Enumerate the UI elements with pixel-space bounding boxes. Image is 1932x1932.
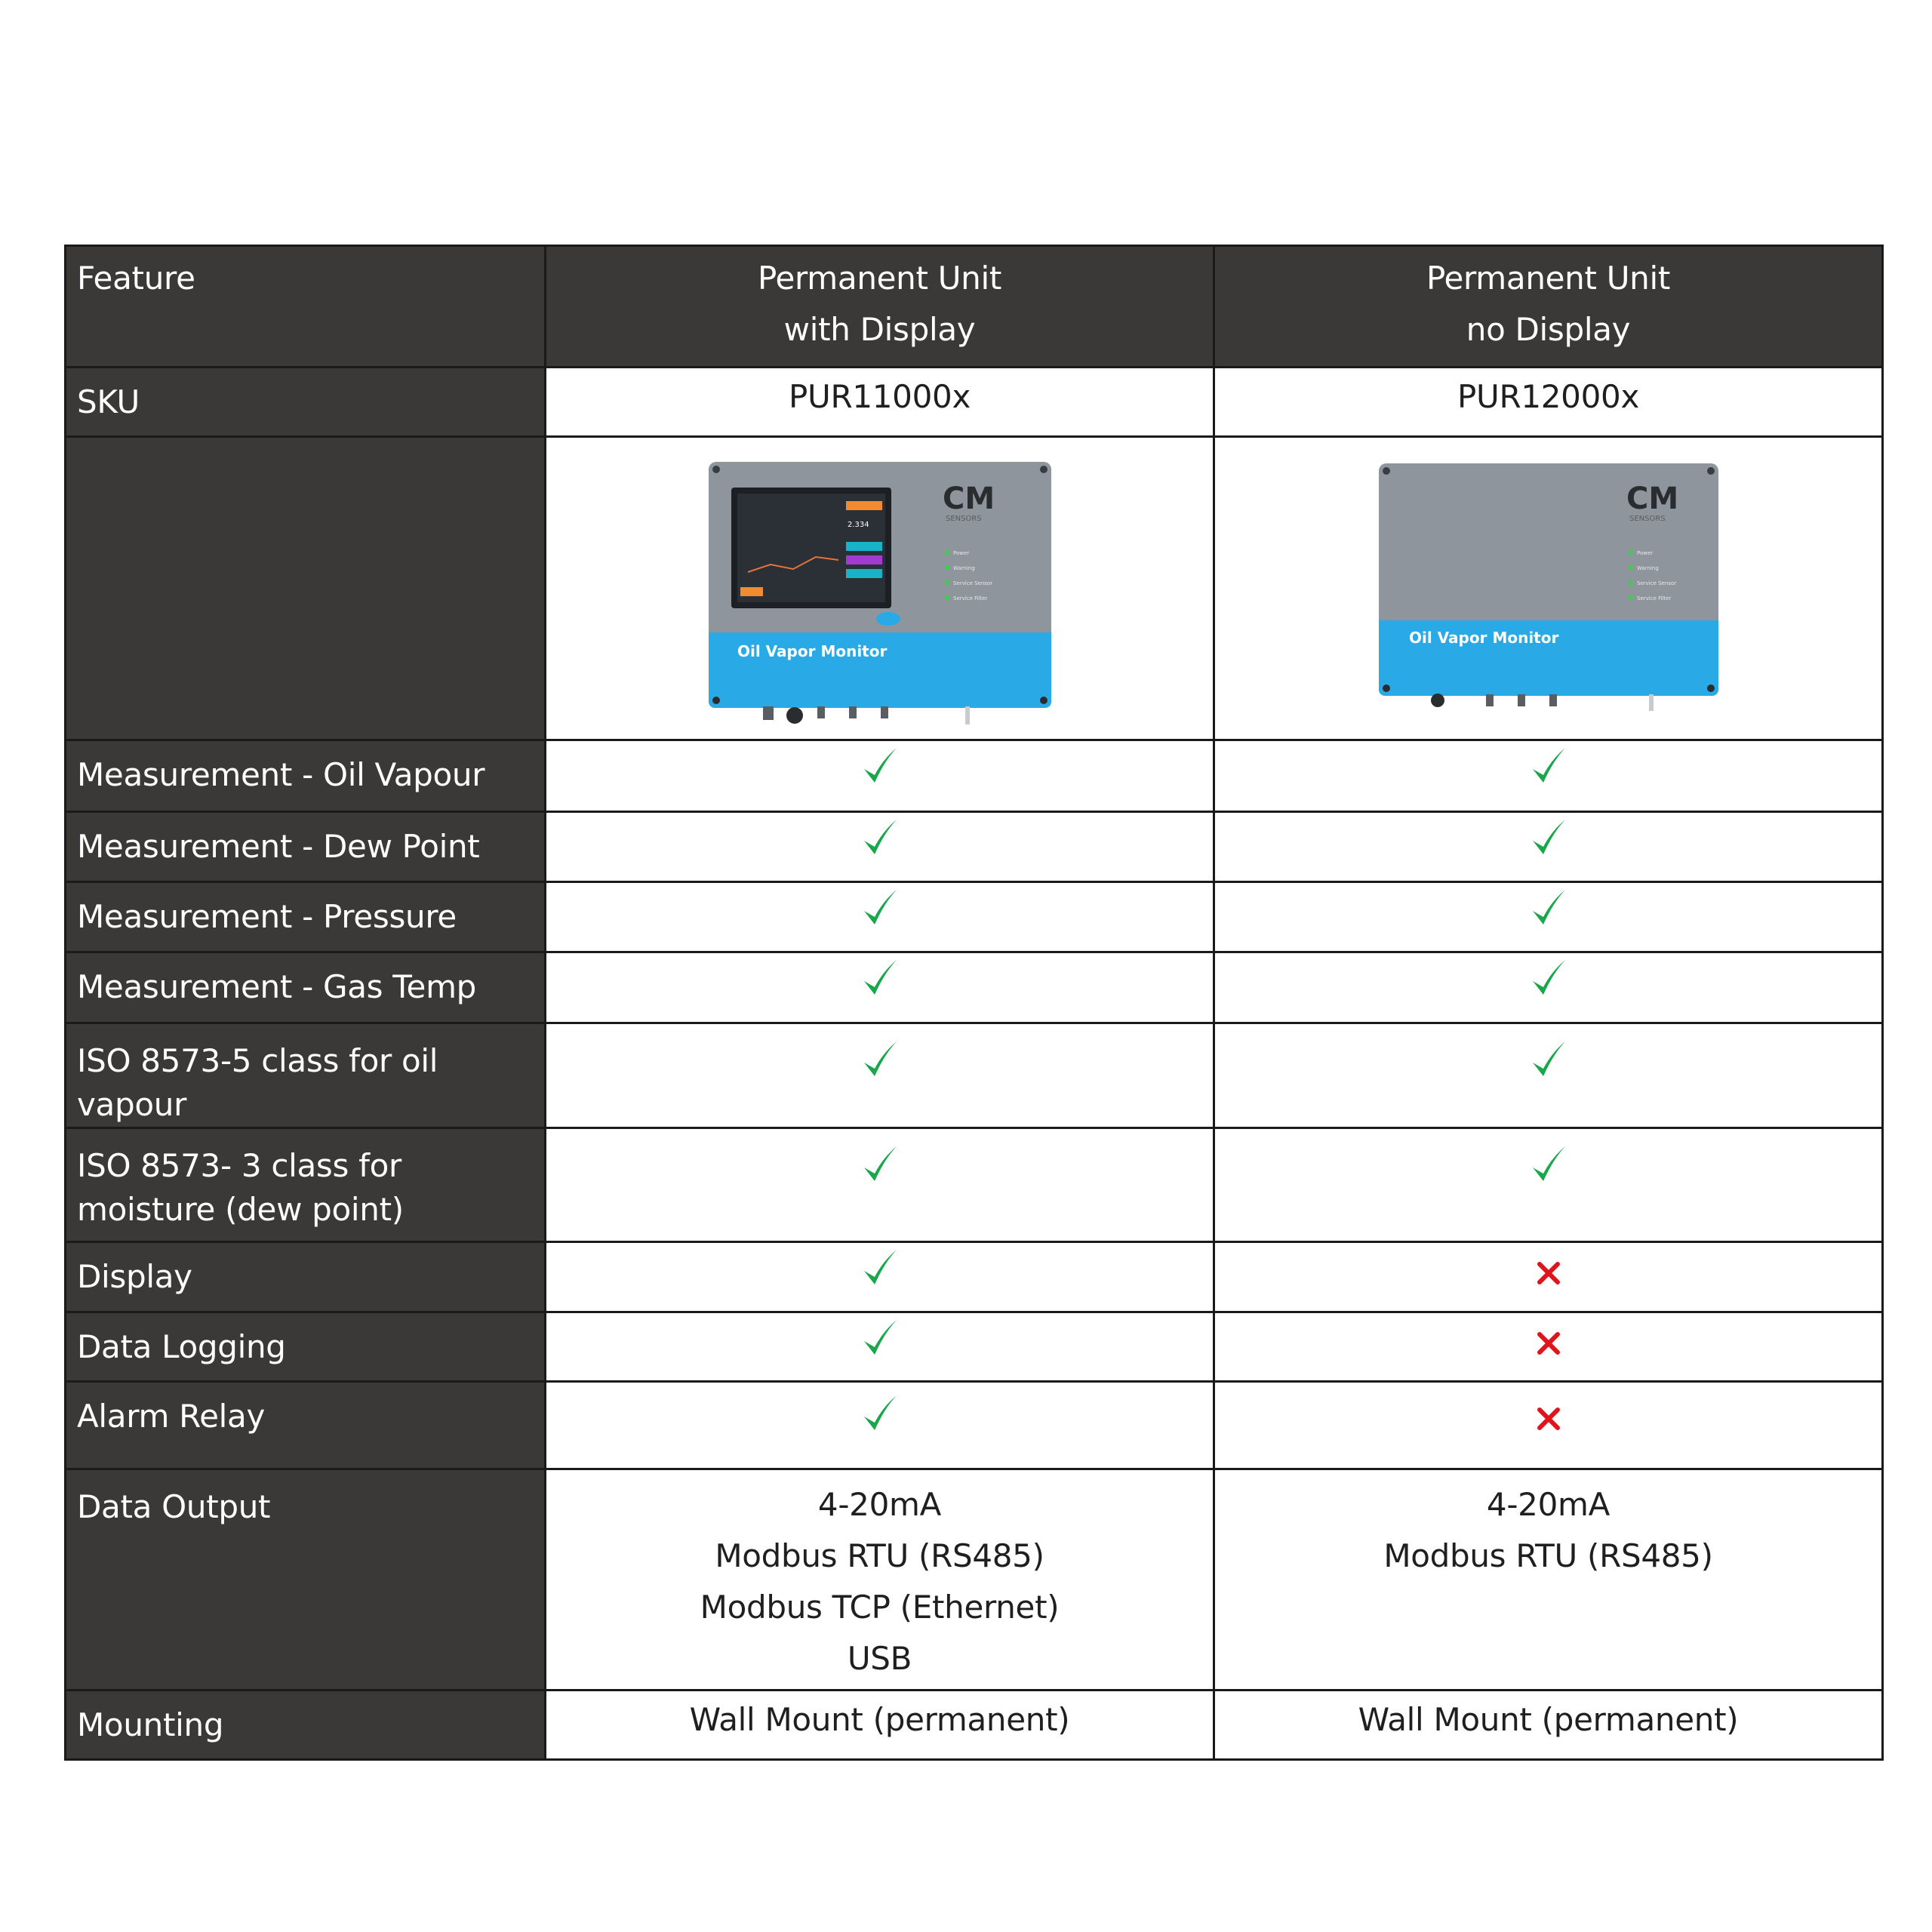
feature-col2 xyxy=(1214,1023,1883,1128)
feature-label: Measurement - Gas Temp xyxy=(77,968,477,1005)
checkmark-icon xyxy=(1531,958,1567,998)
mounting-label-cell xyxy=(66,1690,546,1760)
feature-col1 xyxy=(546,1312,1214,1382)
device2-led-service-sensor: Service Sensor xyxy=(1636,580,1676,586)
feature-label-cell xyxy=(66,1312,546,1382)
feature-col1 xyxy=(546,1242,1214,1312)
checkmark-icon xyxy=(862,817,898,858)
mounting-row xyxy=(66,1690,1883,1760)
image-label-cell xyxy=(66,437,546,740)
data-output-label: Data Output xyxy=(77,1488,271,1525)
sku-label: SKU xyxy=(77,383,140,420)
checkmark-icon xyxy=(862,958,898,998)
feature-label-cell xyxy=(66,740,546,812)
feature-col2 xyxy=(1214,1242,1883,1312)
feature-label: Data Logging xyxy=(77,1328,286,1365)
feature-row xyxy=(66,740,1883,812)
checkmark-icon xyxy=(862,746,898,786)
device2-product-label: Oil Vapor Monitor xyxy=(1408,629,1558,647)
device2-led-warning: Warning xyxy=(1636,565,1659,571)
feature-col2 xyxy=(1214,1312,1883,1382)
checkmark-icon xyxy=(1531,746,1567,786)
feature-row xyxy=(66,812,1883,882)
feature-col2 xyxy=(1214,952,1883,1023)
sku-label-cell xyxy=(66,368,546,437)
device2-logo-brand: CM xyxy=(1626,481,1678,516)
checkmark-icon xyxy=(1531,817,1567,858)
feature-label-cell xyxy=(66,812,546,882)
data-output-col2 xyxy=(1214,1469,1883,1690)
feature-row xyxy=(66,1128,1883,1242)
header-feature xyxy=(66,246,546,368)
checkmark-icon xyxy=(862,1039,898,1080)
header-feature-label: Feature xyxy=(77,260,195,297)
mounting-col2-value: Wall Mount (permanent) xyxy=(1358,1701,1739,1738)
feature-label-cell xyxy=(66,952,546,1023)
sku-col2 xyxy=(1214,368,1883,437)
data-output-label-cell xyxy=(66,1469,546,1690)
data-output-row xyxy=(66,1469,1883,1690)
sku-col2-value: PUR12000x xyxy=(1457,378,1639,415)
sku-col1-value: PUR11000x xyxy=(788,378,971,415)
checkmark-icon xyxy=(1531,888,1567,928)
device-led-power: Power xyxy=(952,550,969,556)
checkmark-icon xyxy=(862,1247,898,1288)
feature-col1 xyxy=(546,952,1214,1023)
feature-row xyxy=(66,1312,1883,1382)
mounting-col2 xyxy=(1214,1690,1883,1760)
feature-col1 xyxy=(546,882,1214,952)
feature-col2 xyxy=(1214,1382,1883,1469)
feature-col1 xyxy=(546,1128,1214,1242)
comparison-table xyxy=(64,245,1884,1761)
mounting-label: Mounting xyxy=(77,1706,224,1743)
mounting-col1-value: Wall Mount (permanent) xyxy=(689,1701,1070,1738)
feature-col2 xyxy=(1214,1128,1883,1242)
feature-label-cell xyxy=(66,1382,546,1469)
cross-icon xyxy=(1535,1405,1562,1432)
device-image-no-display-cell xyxy=(1214,437,1883,740)
data-output-col1-item: Modbus RTU (RS485) xyxy=(715,1537,1044,1574)
data-output-col2-item: 4-20mA xyxy=(1486,1486,1611,1523)
feature-col2 xyxy=(1214,882,1883,952)
data-output-col1 xyxy=(546,1469,1214,1690)
feature-col1 xyxy=(546,1382,1214,1469)
feature-row xyxy=(66,1023,1883,1128)
checkmark-icon xyxy=(862,1318,898,1358)
feature-label-cell xyxy=(66,1023,546,1128)
header-row xyxy=(66,246,1883,368)
feature-row xyxy=(66,1242,1883,1312)
device-product-label: Oil Vapor Monitor xyxy=(737,642,887,660)
feature-label-cell xyxy=(66,1242,546,1312)
feature-label: Measurement - Dew Point xyxy=(77,828,480,865)
checkmark-icon xyxy=(1531,1144,1567,1185)
checkmark-icon xyxy=(862,888,898,928)
feature-col1 xyxy=(546,740,1214,812)
data-output-col1-item: USB xyxy=(847,1640,912,1677)
device2-logo-sub: SENSORS xyxy=(1629,515,1666,523)
cross-icon xyxy=(1535,1330,1562,1357)
device-logo-brand: CM xyxy=(942,481,995,516)
checkmark-icon xyxy=(862,1393,898,1434)
data-output-col1-item: 4-20mA xyxy=(817,1486,942,1523)
feature-label: Measurement - Pressure xyxy=(77,898,457,935)
feature-col2 xyxy=(1214,812,1883,882)
device-logo-sub: SENSORS xyxy=(945,515,982,523)
header-col2-line2: no Display xyxy=(1466,311,1631,348)
feature-label: Display xyxy=(77,1258,192,1295)
feature-label-cell xyxy=(66,1128,546,1242)
mounting-col1 xyxy=(546,1690,1214,1760)
device-screen-value: 2.334 xyxy=(847,521,869,529)
feature-col1 xyxy=(546,1023,1214,1128)
header-col2 xyxy=(1214,246,1883,368)
data-output-col2-item: Modbus RTU (RS485) xyxy=(1383,1537,1713,1574)
checkmark-icon xyxy=(1531,1039,1567,1080)
feature-label: ISO 8573- 3 class for moisture (dew point) xyxy=(77,1147,404,1228)
header-col1-line2: with Display xyxy=(783,311,976,348)
feature-row xyxy=(66,952,1883,1023)
header-col2-line1: Permanent Unit xyxy=(1426,260,1671,297)
device-led-service-filter: Service Filter xyxy=(952,595,987,601)
sku-row xyxy=(66,368,1883,437)
device-led-warning: Warning xyxy=(952,565,975,571)
feature-label: Measurement - Oil Vapour xyxy=(77,756,485,793)
cross-icon xyxy=(1535,1260,1562,1287)
data-output-col1-item: Modbus TCP (Ethernet) xyxy=(700,1589,1060,1626)
header-col1-line1: Permanent Unit xyxy=(757,260,1002,297)
device-image-no-display xyxy=(1371,459,1726,731)
device-image-with-display-cell xyxy=(546,437,1214,740)
feature-row xyxy=(66,1382,1883,1469)
image-row xyxy=(66,437,1883,740)
feature-row xyxy=(66,882,1883,952)
device2-led-service-filter: Service Filter xyxy=(1636,595,1671,601)
checkmark-icon xyxy=(862,1144,898,1185)
device-image-with-display xyxy=(703,459,1057,731)
device2-led-power: Power xyxy=(1636,550,1653,556)
feature-label: Alarm Relay xyxy=(77,1398,266,1435)
sku-col1 xyxy=(546,368,1214,437)
device-led-service-sensor: Service Sensor xyxy=(952,580,992,586)
header-col1 xyxy=(546,246,1214,368)
feature-col2 xyxy=(1214,740,1883,812)
feature-label: ISO 8573-5 class for oil vapour xyxy=(77,1042,438,1123)
feature-col1 xyxy=(546,812,1214,882)
feature-label-cell xyxy=(66,882,546,952)
